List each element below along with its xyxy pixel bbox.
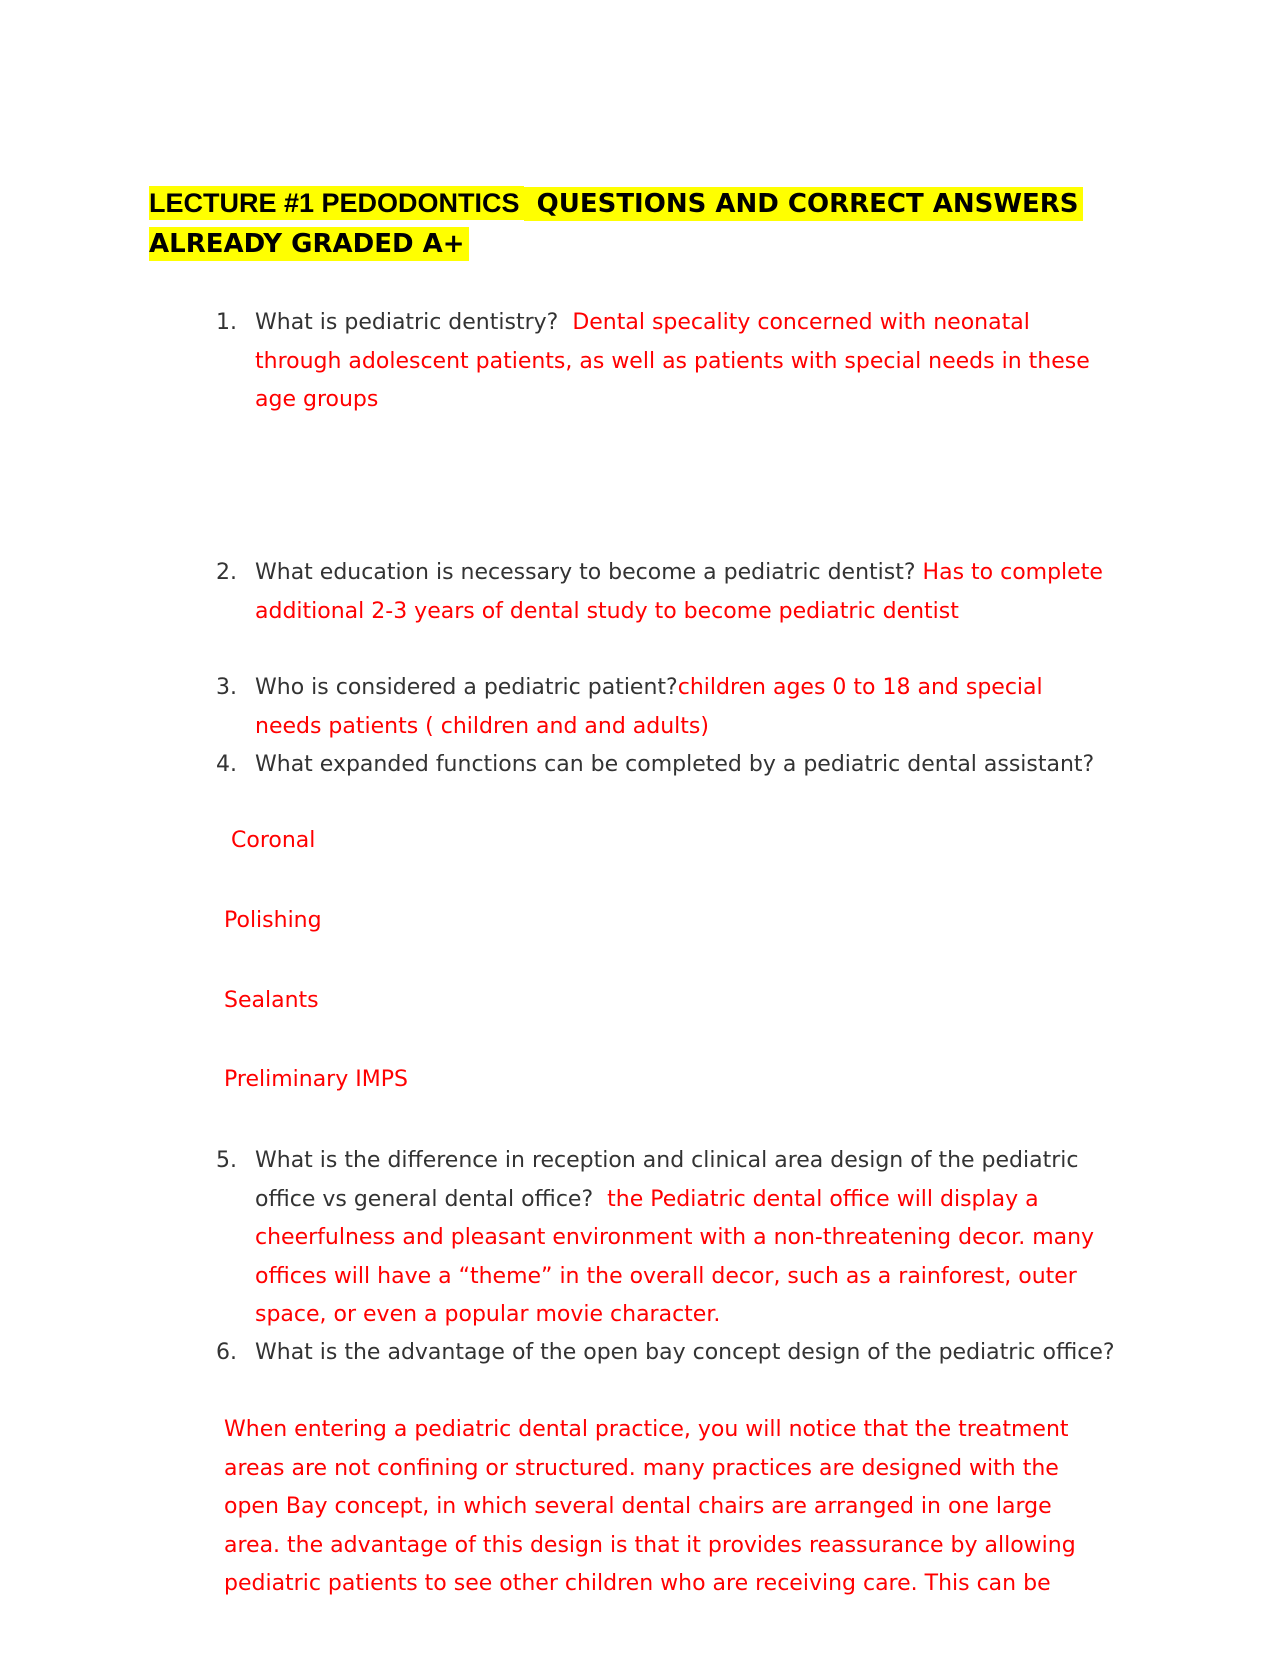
q4-answer-sealants: Sealants xyxy=(224,988,319,1013)
q4-answer-preliminary-imps: Preliminary IMPS xyxy=(224,1067,408,1092)
list-item-question-4 xyxy=(216,746,1116,785)
question-number: 4. xyxy=(216,752,237,777)
title-part-1: LECTURE #1 PEDODONTICS xyxy=(149,186,524,220)
question-number: 1. xyxy=(216,310,237,335)
document-title xyxy=(149,183,1109,264)
list-item-question-2 xyxy=(216,554,1116,631)
q4-answer-coronal: Coronal xyxy=(231,828,316,853)
q4-answer-polishing: Polishing xyxy=(224,908,322,933)
question-number: 6. xyxy=(216,1340,237,1365)
question-text: Who is considered a pediatric patient? xyxy=(255,675,678,700)
question-text: What is the advantage of the open bay concept design of the pediatric office? xyxy=(255,1340,1115,1365)
question-text: What is the difference in reception and clinical area design of the pediatric office vs general dental office? xyxy=(255,1148,1079,1212)
answer-text: children ages 0 to 18 and special needs patients ( children and and adults) xyxy=(255,675,1043,739)
question-number: 3. xyxy=(216,675,237,700)
list-item-question-3 xyxy=(216,669,1116,746)
answer-text: the Pediatric dental office will display a cheerfulness and pleasant environment with a non-threatening decor. many offices will have a “theme” in the overall decor, such as a rainforest, outer space, or even a popular movie character. xyxy=(255,1186,1095,1327)
question-text: What education is necessary to become a pediatric dentist? xyxy=(255,560,916,585)
answer-text: Has to complete additional 2-3 years of dental study to become pediatric dentist xyxy=(255,560,1103,624)
answer-text: Dental specality concerned with neonatal through adolescent patients, as well as patients with special needs in these age groups xyxy=(255,310,1090,412)
question-text: What is pediatric dentistry? xyxy=(255,310,559,335)
list-item-question-1 xyxy=(216,304,1116,420)
q6-answer-paragraph: When entering a pediatric dental practice, you will notice that the treatment areas are not confining or structured. many practices are designed with the open Bay concept, in which several dental chairs are arranged in one large area. the advantage of this design is that it provides reassurance by allowing pediatric patients to see other children who are receiving care. This can be xyxy=(224,1417,1076,1596)
list-item-question-5 xyxy=(216,1142,1116,1335)
question-number: 2. xyxy=(216,560,237,585)
list-item-question-6 xyxy=(216,1334,1116,1373)
title-part-2: QUESTIONS AND CORRECT ANSWERS ALREADY GRADED A+ xyxy=(149,187,1083,261)
question-number: 5. xyxy=(216,1148,237,1173)
question-text: What expanded functions can be completed by a pediatric dental assistant? xyxy=(255,752,1095,777)
